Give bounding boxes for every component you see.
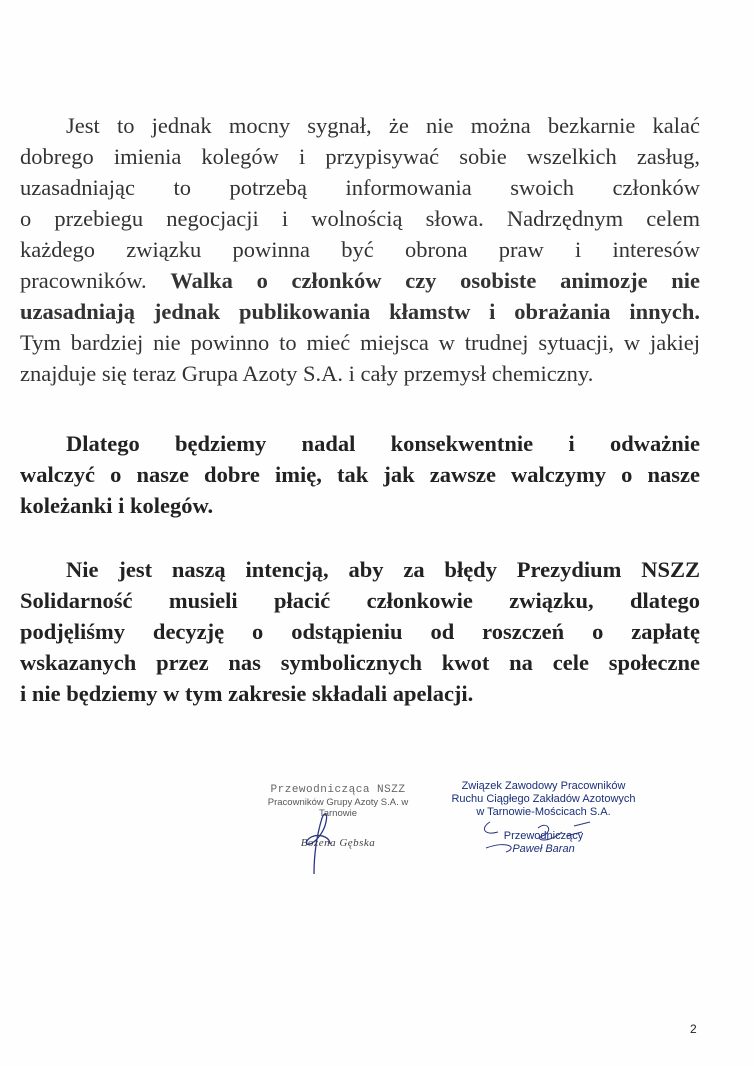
paragraph-line: uzasadniając to potrzebą informowania swoich członków: [20, 175, 700, 200]
signatory-name: Bożena Gębska: [300, 837, 376, 849]
signatory-title: Przewodnicząca NSZZ: [270, 784, 406, 796]
page-number: 2: [690, 1022, 697, 1036]
paragraph-line: koleżanki i kolegów.: [20, 493, 214, 518]
paragraph-line: Solidarność musieli płacić członkowie związku, dlatego: [20, 588, 700, 613]
normal-text: pracowników.: [20, 268, 147, 293]
paragraph-line: podjęliśmy decyzję o odstąpieniu od roszczeń o zapłatę: [20, 619, 700, 644]
paragraph-line-bold: uzasadniają jednak publikowania kłamstw i obrażania innych.: [20, 299, 700, 324]
paragraph-2: [20, 428, 700, 521]
signatory-role: Przewodniczący: [503, 830, 584, 842]
paragraph-line: i nie będziemy w tym zakresie składali apelacji.: [20, 681, 474, 706]
signatory-name: Paweł Baran: [512, 843, 575, 855]
paragraph-line: walczyć o nasze dobre imię, tak jak zawsze walczymy o nasze: [20, 462, 700, 487]
paragraph-line: Jest to jednak mocny sygnał, że nie można bezkarnie kalać: [66, 113, 700, 138]
organization-line: Związek Zawodowy Pracowników: [461, 780, 626, 792]
handwritten-signature-icon: [478, 818, 598, 854]
paragraph-line: dobrego imienia kolegów i przypisywać sobie wszelkich zasług,: [20, 144, 700, 169]
paragraph-line: Nie jest naszą intencją, aby za błędy Prezydium NSZZ: [66, 557, 700, 582]
paragraph-1: [20, 110, 700, 389]
paragraph-line: Dlatego będziemy nadal konsekwentnie i odważnie: [66, 431, 700, 456]
bold-text: Walka o członków czy osobiste animozje nie: [170, 268, 700, 293]
organization-line: w Tarnowie-Mościcach S.A.: [476, 806, 611, 818]
paragraph-line: Tym bardziej nie powinno to mieć miejsca w trudnej sytuacji, w jakiej: [20, 330, 700, 355]
paragraph-line: wskazanych przez nas symbolicznych kwot na cele społeczne: [20, 650, 700, 675]
paragraph-line: znajduje się teraz Grupa Azoty S.A. i cały przemysł chemiczny.: [20, 361, 594, 386]
paragraph-line-mixed: [20, 265, 700, 296]
paragraph-line: każdego związku powinna być obrona praw i interesów: [20, 237, 700, 262]
paragraph-3: [20, 554, 700, 709]
organization-line: Ruchu Ciągłego Zakładów Azotowych: [451, 793, 636, 805]
handwritten-signature-icon: [300, 808, 340, 878]
signatory-organization: Pracowników Grupy Azoty S.A. w Tarnowie: [267, 797, 409, 819]
paragraph-line: o przebiegu negocjacji i wolnością słowa. Nadrzędnym celem: [20, 206, 700, 231]
